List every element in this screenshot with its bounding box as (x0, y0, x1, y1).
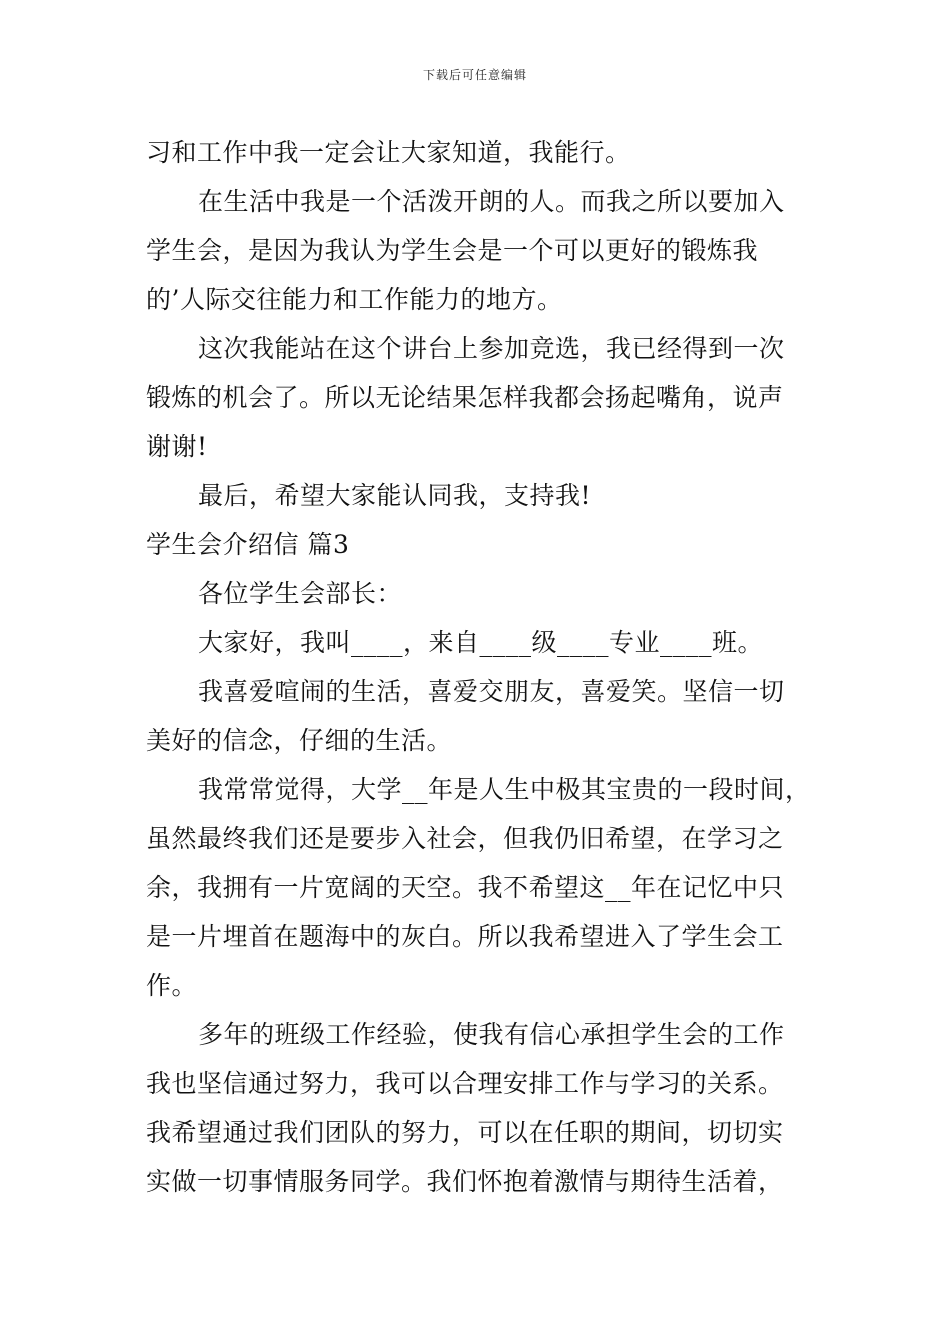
section-heading: 学生会介绍信 篇3 (146, 530, 350, 559)
paragraph-start: 多年的班级工作经验，使我有信心承担学生会的工作 (198, 1020, 785, 1049)
text-line: 谢谢! (146, 432, 208, 461)
text-line: 是一片埋首在题海中的灰白。所以我希望进入了学生会工 (146, 922, 784, 951)
paragraph-start: 大家好，我叫____，来自____级____专业____班。 (198, 628, 764, 657)
paragraph-start: 这次我能站在这个讲台上参加竞选，我已经得到一次 (198, 334, 785, 363)
paragraph-start: 在生活中我是一个活泼开朗的人。而我之所以要加入 (198, 187, 785, 216)
text-line: 美好的信念，仔细的生活。 (146, 726, 453, 755)
document-body (146, 128, 812, 1206)
text-line: 虽然最终我们还是要步入社会，但我仍旧希望，在学习之 (146, 824, 784, 853)
text-line: 锻炼的机会了。所以无论结果怎样我都会扬起嘴角，说声 (146, 383, 784, 412)
text-line: 余，我拥有一片宽阔的天空。我不希望这__年在记忆中只 (146, 873, 785, 902)
text-line: 习和工作中我一定会让大家知道，我能行。 (146, 138, 631, 167)
paragraph-start: 我喜爱喧闹的生活，喜爱交朋友，喜爱笑。坚信一切 (198, 677, 785, 706)
text-line: 实做一切事情服务同学。我们怀抱着激情与期待生活着， (146, 1167, 784, 1196)
text-line: 我希望通过我们团队的努力，可以在任职的期间，切切实 (146, 1118, 784, 1147)
text-line: 作。 (146, 971, 198, 1000)
text-line: 学生会，是因为我认为学生会是一个可以更好的锻炼我 (146, 236, 759, 265)
page-header: 下载后可任意编辑 (422, 68, 527, 82)
paragraph-start: 最后，希望大家能认同我，支持我! (198, 481, 592, 510)
text-line: 我也坚信通过努力，我可以合理安排工作与学习的关系。 (146, 1069, 784, 1098)
paragraph-start: 我常常觉得，大学__年是人生中极其宝贵的一段时间， (198, 775, 811, 804)
text-line: 的’人际交往能力和工作能力的地方。 (146, 285, 563, 314)
salutation: 各位学生会部长： (198, 579, 403, 608)
